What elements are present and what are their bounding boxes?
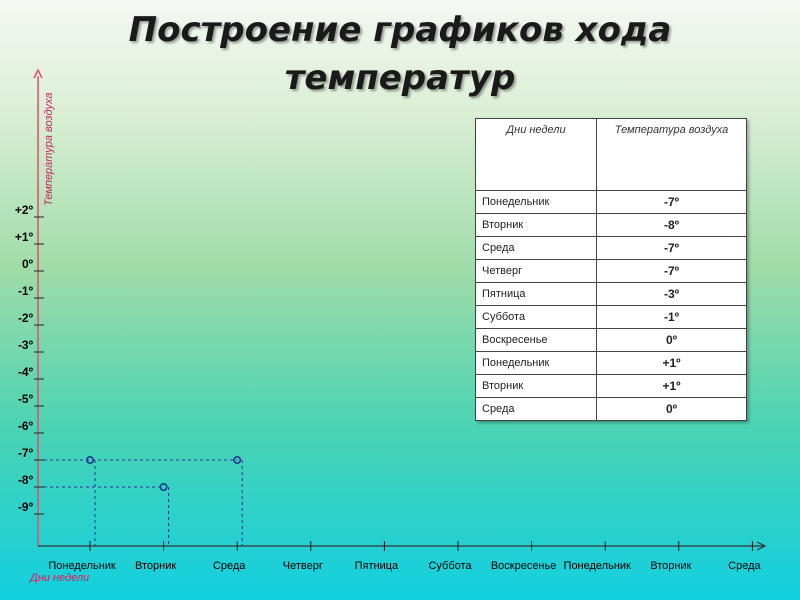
temperature-cell: +1º bbox=[597, 375, 747, 398]
y-tick-label: -5º bbox=[17, 392, 33, 406]
table-row bbox=[476, 306, 747, 329]
x-axis-title: Дни недели bbox=[30, 572, 90, 584]
day-cell: Понедельник bbox=[476, 352, 597, 375]
x-tick-label: Пятница bbox=[354, 560, 399, 572]
temperature-table bbox=[475, 118, 747, 421]
table-row bbox=[476, 237, 747, 260]
day-cell: Воскресенье bbox=[476, 329, 597, 352]
x-tick-label: Среда bbox=[212, 560, 246, 572]
table-row bbox=[476, 214, 747, 237]
temperature-cell: -1º bbox=[597, 306, 747, 329]
day-cell: Вторник bbox=[476, 375, 597, 398]
table-row bbox=[476, 352, 747, 375]
y-tick-label: -1º bbox=[17, 284, 33, 298]
y-axis-ticks bbox=[15, 203, 44, 514]
temperature-cell: +1º bbox=[597, 352, 747, 375]
table-row bbox=[476, 191, 747, 214]
temperature-cell: -7º bbox=[597, 260, 747, 283]
temperature-cell: -7º bbox=[597, 237, 747, 260]
x-tick-label: Понедельник bbox=[563, 560, 631, 572]
x-tick-label: Вторник bbox=[650, 560, 692, 572]
table-header-row bbox=[476, 119, 747, 191]
day-cell: Вторник bbox=[476, 214, 597, 237]
y-axis-title: Температура воздуха bbox=[43, 92, 55, 206]
temperature-cell: 0º bbox=[597, 329, 747, 352]
y-tick-label: 0º bbox=[21, 257, 33, 271]
x-tick-label: Среда bbox=[728, 560, 761, 572]
x-tick-label: Вторник bbox=[135, 560, 177, 572]
temperature-cell: -8º bbox=[597, 214, 747, 237]
y-tick-label: -3º bbox=[17, 338, 33, 352]
day-cell: Среда bbox=[476, 398, 597, 421]
y-tick-label: -7º bbox=[17, 446, 33, 460]
day-cell: Суббота bbox=[476, 306, 597, 329]
y-tick-label: -8º bbox=[17, 473, 33, 487]
day-cell: Четверг bbox=[476, 260, 597, 283]
guide-lines bbox=[38, 460, 242, 546]
temperature-cell: -7º bbox=[597, 191, 747, 214]
temperature-cell: 0º bbox=[597, 398, 747, 421]
table-row bbox=[476, 260, 747, 283]
table-body bbox=[476, 191, 747, 421]
table-row bbox=[476, 375, 747, 398]
day-cell: Понедельник bbox=[476, 191, 597, 214]
y-tick-label: -9º bbox=[17, 500, 33, 514]
y-tick-label: +2º bbox=[14, 203, 33, 217]
header-temperature: Температура воздуха bbox=[597, 119, 747, 191]
table-row bbox=[476, 398, 747, 421]
temperature-cell: -3º bbox=[597, 283, 747, 306]
day-cell: Пятница bbox=[476, 283, 597, 306]
x-tick-label: Понедельник bbox=[48, 560, 116, 572]
title-line-1: Построение графиков хода bbox=[128, 10, 672, 50]
data-points bbox=[87, 457, 241, 490]
header-days: Дни недели bbox=[476, 119, 597, 191]
y-tick-label: -6º bbox=[17, 419, 33, 433]
y-tick-label: -4º bbox=[17, 365, 33, 379]
y-tick-label: +1º bbox=[14, 230, 33, 244]
y-tick-label: -2º bbox=[17, 311, 33, 325]
x-tick-label: Суббота bbox=[428, 560, 472, 572]
table-row bbox=[476, 283, 747, 306]
x-tick-label: Четверг bbox=[282, 560, 323, 572]
day-cell: Среда bbox=[476, 237, 597, 260]
table-row bbox=[476, 329, 747, 352]
x-tick-label: Воскресенье bbox=[490, 560, 557, 572]
title-line-2: температур bbox=[284, 58, 516, 98]
